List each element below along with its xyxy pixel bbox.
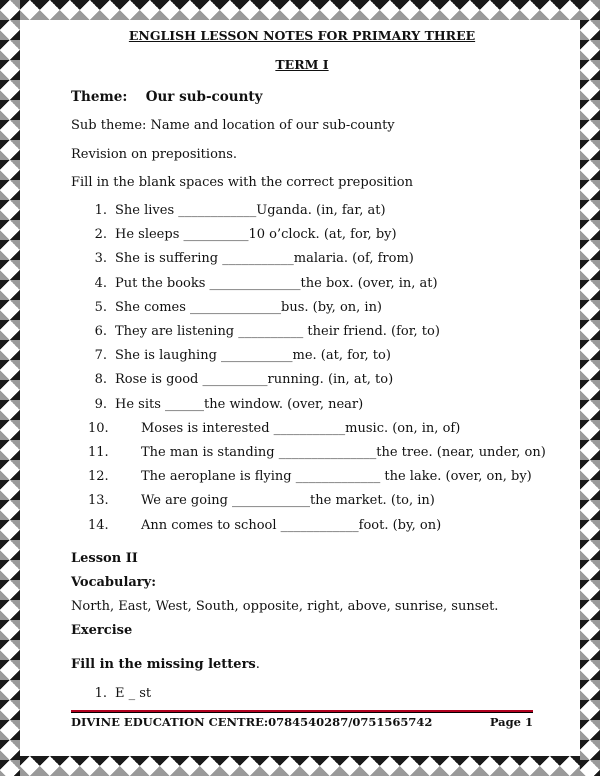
item-number: 14. (88, 517, 109, 533)
theme-value: Our sub-county (145, 89, 263, 105)
list-item (71, 417, 533, 441)
item-text: He sits ______the window. (over, near) (115, 396, 364, 412)
item-text: We are going ____________the market. (to, in) (141, 493, 435, 509)
item-text: Ann comes to school ____________foot. (by, on) (141, 517, 442, 533)
item-number: 2. (94, 227, 107, 243)
document-title: ENGLISH LESSON NOTES FOR PRIMARY THREE (128, 28, 476, 43)
theme-row (71, 87, 533, 107)
item-number: 8. (94, 372, 107, 388)
vocabulary-list: North, East, West, South, opposite, right, above, sunrise, sunset. (71, 598, 499, 614)
item-number: 6. (94, 324, 107, 340)
term-heading: TERM I (275, 57, 329, 72)
list-item (71, 344, 533, 368)
vocabulary-heading: Vocabulary: (71, 574, 157, 590)
decorative-border-right (580, 0, 600, 776)
item-text: The aeroplane is flying _____________ the lake. (over, on, by) (141, 469, 532, 485)
list-item (71, 223, 533, 247)
list-item (71, 393, 533, 417)
page-number: Page 1 (489, 715, 533, 729)
missing-letters-heading (71, 655, 533, 675)
decorative-border-bottom (0, 756, 600, 776)
list-item (71, 272, 533, 296)
item-number: 11. (88, 445, 109, 461)
list-item (71, 465, 533, 489)
item-number: 12. (88, 469, 109, 485)
item-text: She lives ____________Uganda. (in, far, at) (115, 203, 386, 218)
missing-letters-heading-text: Fill in the missing letters (71, 656, 256, 672)
item-text: She is suffering ___________malaria. (of, from) (115, 251, 414, 267)
list-item (71, 199, 533, 223)
item-text: He sleeps __________10 o’clock. (at, for, by) (115, 227, 397, 243)
item-number: 10. (88, 420, 109, 436)
item-text: They are listening __________ their friend. (for, to) (115, 324, 440, 340)
list-item (71, 368, 533, 392)
footer-contact: DIVINE EDUCATION CENTRE:0784540287/0751565742 (71, 715, 433, 729)
item-number: 5. (94, 299, 107, 315)
sub-theme: Sub theme: Name and location of our sub-county (71, 118, 395, 133)
item-number: 4. (94, 275, 107, 291)
item-text: Moses is interested ___________music. (on, in, of) (141, 420, 461, 436)
decorative-border-top (0, 0, 600, 20)
page-footer (71, 714, 533, 730)
item-text: Rose is good __________running. (in, at, to) (115, 372, 394, 388)
item-text: E _ st (115, 685, 152, 701)
item-text: The man is standing _______________the tree. (near, under, on) (141, 445, 546, 461)
item-number: 13. (88, 493, 109, 509)
item-number: 7. (94, 348, 107, 364)
item-number: 1. (94, 203, 107, 218)
item-text: Put the books ______________the box. (over, in, at) (115, 275, 438, 291)
list-item (71, 489, 533, 513)
item-number: 9. (94, 396, 107, 412)
revision-heading: Revision on prepositions. (71, 147, 238, 162)
list-item (71, 247, 533, 271)
document-content (71, 26, 546, 704)
item-number: 1. (94, 685, 107, 701)
item-text: She comes ______________bus. (by, on, in) (115, 299, 383, 315)
list-item (71, 514, 533, 538)
list-item (71, 296, 533, 320)
missing-letters-heading-period: . (255, 656, 260, 672)
item-text: She is laughing ___________me. (at, for, to) (115, 348, 391, 364)
decorative-border-left (0, 0, 20, 776)
item-number: 3. (94, 251, 107, 267)
list-item (71, 441, 546, 465)
missing-letters-list (71, 684, 533, 704)
exercise-instruction: Fill in the blank spaces with the correct preposition (71, 175, 413, 190)
footer-divider (71, 710, 533, 713)
list-item (71, 320, 533, 344)
exercise-heading: Exercise (71, 622, 133, 638)
list-item (71, 684, 533, 704)
theme-label: Theme: (71, 89, 128, 105)
lesson-heading: Lesson II (71, 550, 138, 566)
preposition-exercise-list (71, 199, 546, 538)
